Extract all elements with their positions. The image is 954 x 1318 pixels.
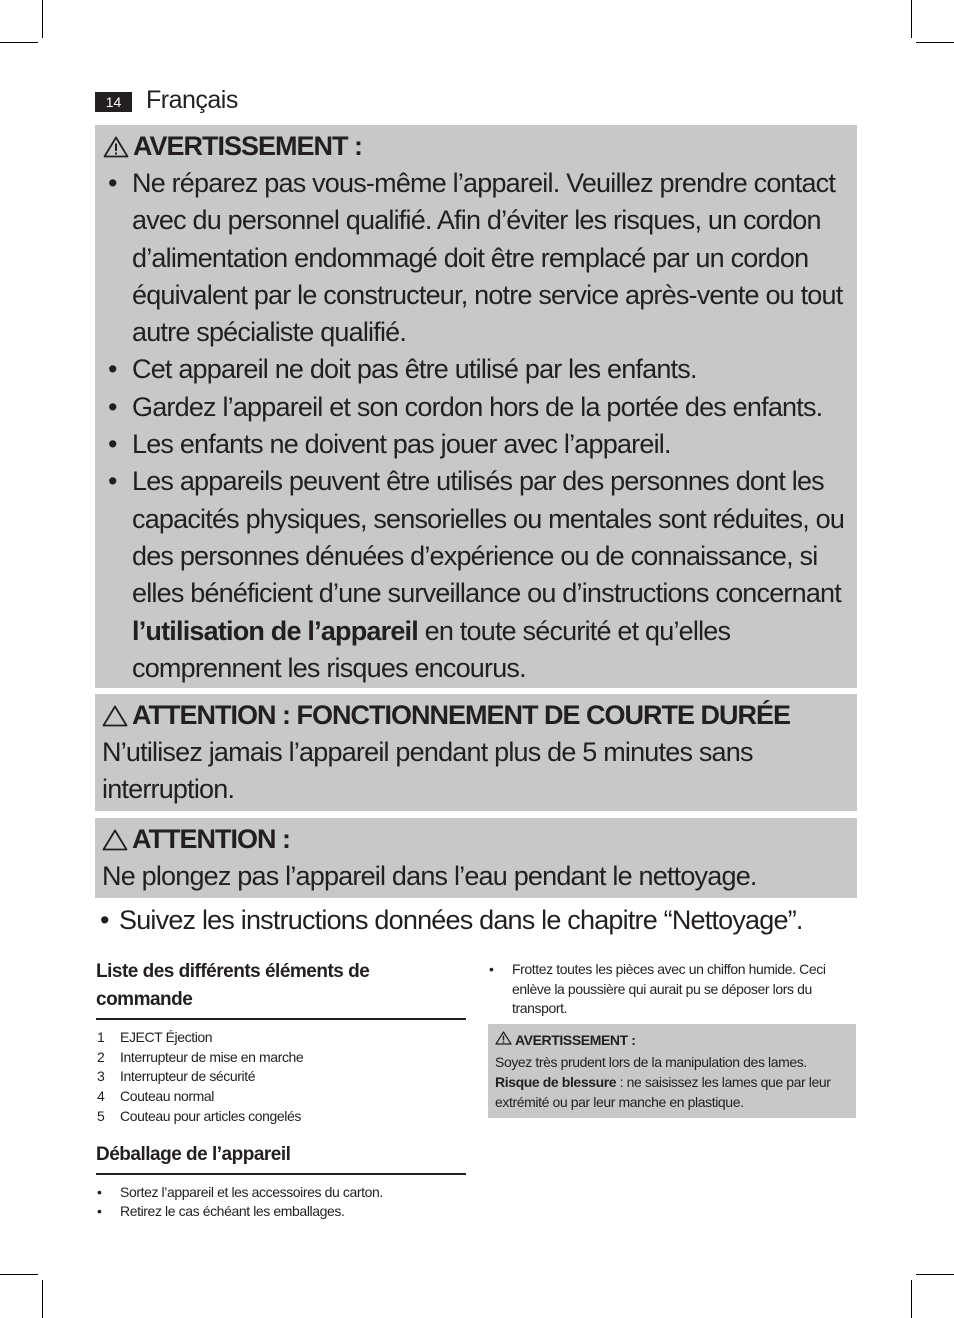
crop-mark: [0, 1274, 38, 1275]
list-item: 1 EJECT Éjection: [97, 1029, 213, 1045]
warning-triangle-icon: [103, 136, 129, 158]
list-item: • Les appareils peuvent être utilisés par des personnes dont les capacités physiques, sensorielles ou mentales sont réduites, ou des personnes dénuées d’expérience ou de connaissance, si elles bénéficient d’une surveillance ou d’instructions concernant l’utilisation de l’appareil en toute sécurité et qu’elles comprennent les risques encourus.: [108, 466, 845, 683]
controls-list: [96, 1028, 466, 1127]
crop-mark: [0, 42, 38, 43]
crop-mark: [916, 1274, 954, 1275]
cleaning-bullet: • Suivez les instructions données dans le chapitre “Nettoyage”.: [100, 905, 803, 935]
right-column: [488, 960, 848, 1019]
unpacking-list: [96, 1183, 466, 1222]
attention-title-text: ATTENTION :: [132, 824, 290, 854]
list-item: • Cet appareil ne doit pas être utilisé par les enfants.: [108, 354, 697, 385]
right-bullet-list: [488, 960, 848, 1019]
page-number: 14: [95, 92, 132, 112]
list-item: • Retirez le cas échéant les emballages.: [97, 1203, 345, 1220]
warning-triangle-icon: [495, 1030, 512, 1050]
short-duration-box: [95, 694, 857, 811]
list-item: 3 Interrupteur de sécurité: [97, 1068, 256, 1085]
blade-warning-box: [488, 1024, 856, 1118]
warning-box-title-text: AVERTISSEMENT :: [133, 131, 363, 161]
crop-mark: [911, 0, 912, 38]
warning-triangle-icon: [102, 829, 128, 851]
list-item: • Frottez toutes les pièces avec un chiffon humide. Ceci enlève la poussière qui aurait pu se déposer lors du transport.: [489, 961, 826, 1017]
short-duration-text: N’utilisez jamais l’appareil pendant plus de 5 minutes sans interruption.: [102, 737, 753, 805]
attention-box: [95, 818, 857, 898]
blade-warning-line: Soyez très prudent lors de la manipulation des lames.: [495, 1054, 807, 1070]
blade-warning-title: AVERTISSEMENT :: [495, 1030, 848, 1050]
bold-phrase: l’utilisation de l’appareil: [132, 615, 418, 646]
list-item: 5 Couteau pour articles congelés: [97, 1107, 302, 1124]
warning-box: [95, 125, 857, 688]
list-item: • Gardez l’appareil et son cordon hors de la portée des enfants.: [108, 391, 823, 422]
short-duration-title: [102, 697, 847, 734]
unpacking-heading: Déballage de l’appareil: [96, 1141, 466, 1175]
list-item: • Ne réparez pas vous-même l’appareil. Veuillez prendre contact avec du personnel qualifié. Afin d’éviter les risques, un cordon d’alimentation endommagé doit être remplacé par un cordon équivalent par le constructeur, notre service après-vente ou tout autre spécialiste qualifié.: [108, 168, 843, 348]
short-duration-title-text: ATTENTION : FONCTIONNEMENT DE COURTE DURÉE: [132, 700, 790, 730]
list-item: • Sortez l’appareil et les accessoires du carton.: [97, 1183, 383, 1200]
crop-mark: [916, 42, 954, 43]
left-column: [96, 958, 466, 1222]
controls-heading: Liste des différents éléments de commande: [96, 958, 466, 1020]
list-item: • Les enfants ne doivent pas jouer avec l’appareil.: [108, 429, 671, 460]
blade-warning-risk: Risque de blessure : ne saisissez les lames que par leur extrémité ou par leur manche en plastique.: [495, 1074, 831, 1110]
list-item: 2 Interrupteur de mise en marche: [97, 1048, 304, 1065]
warning-triangle-icon: [102, 705, 128, 727]
crop-mark: [911, 1280, 912, 1318]
page-language-title: Français: [146, 86, 238, 114]
list-item: 4 Couteau normal: [97, 1088, 215, 1105]
attention-text: Ne plongez pas l’appareil dans l’eau pendant le nettoyage.: [102, 861, 757, 891]
crop-mark: [42, 1280, 43, 1318]
warning-box-title: [103, 128, 845, 165]
crop-mark: [42, 0, 43, 38]
attention-title: [102, 821, 847, 858]
warning-bullet-list: [103, 165, 845, 687]
